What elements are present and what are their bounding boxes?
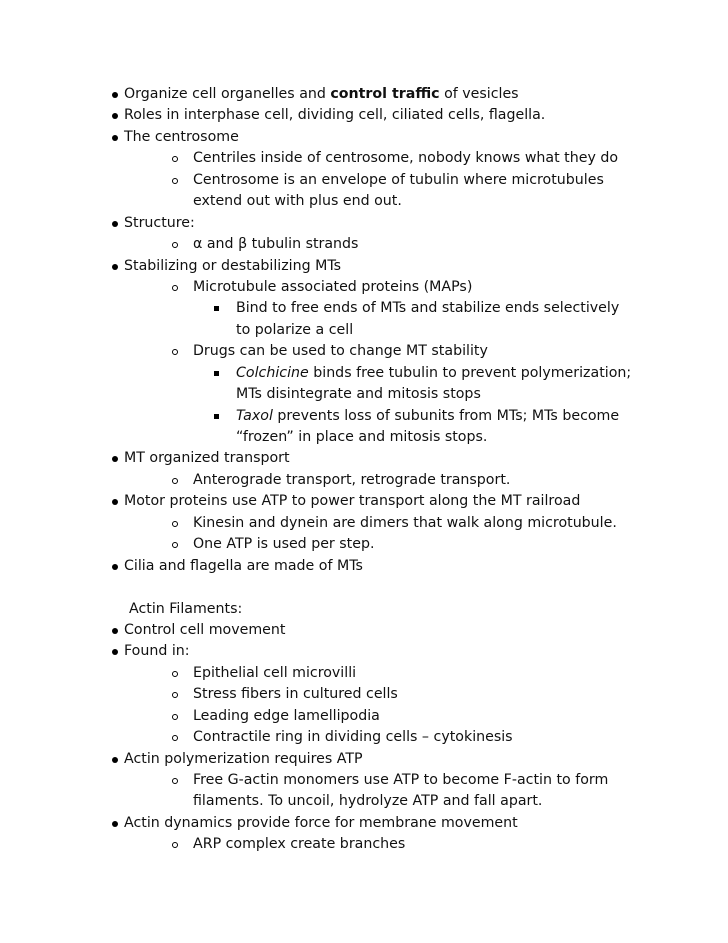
bullet-circle-icon: [172, 671, 178, 677]
list-item: [0, 770, 728, 791]
list-item: [0, 727, 728, 748]
bullet-circle-icon: [172, 349, 178, 355]
list-item-text: Anterograde transport, retrograde transport.: [193, 471, 511, 488]
list-item-text: Taxol: [236, 407, 273, 424]
list-item-text: Stabilizing or destabilizing MTs: [124, 257, 342, 274]
list-item-text: Found in:: [124, 643, 190, 660]
list-item-text: Actin Filaments:: [129, 600, 243, 617]
bullet-square-icon: [214, 414, 219, 419]
list-item-text: Colchicine: [236, 364, 309, 381]
list-item: [0, 534, 728, 555]
list-item: [0, 105, 728, 126]
bullet-circle-icon: [172, 778, 178, 784]
list-item: [0, 556, 728, 577]
list-item-text: Contractile ring in dividing cells – cytokinesis: [193, 729, 513, 746]
list-item: [0, 191, 728, 212]
bullet-circle-icon: [172, 285, 178, 291]
list-item-text: Leading edge lamellipodia: [193, 707, 380, 724]
list-item: [0, 213, 728, 234]
list-item: [0, 706, 728, 727]
bullet-circle-icon: [172, 242, 178, 248]
list-item: [0, 513, 728, 534]
bullet-circle-icon: [172, 156, 178, 162]
list-item-text: Bind to free ends of MTs and stabilize ends selectively: [236, 300, 620, 317]
list-item: [0, 663, 728, 684]
bullet-circle-icon: [172, 542, 178, 548]
list-item: [0, 791, 728, 812]
list-item-text: Roles in interphase cell, dividing cell, ciliated cells, flagella.: [124, 107, 546, 124]
list-item: [0, 620, 728, 641]
list-item: [0, 148, 728, 169]
section-heading: [0, 599, 728, 620]
bullet-dot-icon: [112, 113, 118, 119]
list-item-text: “frozen” in place and mitosis stops.: [236, 429, 488, 445]
list-item-text: to polarize a cell: [236, 321, 354, 338]
list-item: [0, 320, 728, 341]
list-item-text: prevents loss of subunits from MTs; MTs become: [272, 407, 620, 424]
list-item: [0, 406, 728, 427]
list-item-text: Kinesin and dynein are dimers that walk along microtubule.: [193, 514, 617, 531]
bullet-dot-icon: [112, 135, 118, 141]
list-item: [0, 427, 728, 448]
bullet-circle-icon: [172, 478, 178, 484]
list-item-text: Control cell movement: [124, 621, 286, 638]
blank-line: [0, 577, 728, 598]
bullet-circle-icon: [172, 735, 178, 741]
list-item: [0, 277, 728, 298]
list-item-text: binds free tubulin to prevent polymerization;: [308, 364, 632, 381]
list-item-text: Motor proteins use ATP to power transport along the MT railroad: [124, 493, 581, 510]
bullet-circle-icon: [172, 178, 178, 184]
list-item-text: of vesicles: [439, 86, 519, 102]
bullet-square-icon: [214, 371, 219, 376]
list-item: [0, 641, 728, 662]
bullet-dot-icon: [112, 92, 118, 98]
list-item: [0, 749, 728, 770]
list-item-text: Actin polymerization requires ATP: [124, 750, 363, 767]
list-item: [0, 470, 728, 491]
list-item-text: Structure:: [124, 214, 195, 231]
list-item-text: filaments. To uncoil, hydrolyze ATP and fall apart.: [193, 793, 543, 810]
bullet-circle-icon: [172, 842, 178, 848]
list-item: [0, 341, 728, 362]
list-item-text: The centrosome: [124, 128, 239, 145]
list-item: [0, 448, 728, 469]
list-item-text: Cilia and flagella are made of MTs: [124, 557, 363, 574]
document-body: [0, 84, 728, 856]
list-item-text: control traffic: [330, 86, 440, 102]
bullet-dot-icon: [112, 649, 118, 655]
list-item-text: Actin dynamics provide force for membrane movement: [124, 814, 518, 831]
list-item: [0, 684, 728, 705]
list-item-text: extend out with plus end out.: [193, 193, 402, 210]
list-item: [0, 256, 728, 277]
list-item: [0, 170, 728, 191]
bullet-dot-icon: [112, 264, 118, 270]
bullet-dot-icon: [112, 821, 118, 827]
bullet-circle-icon: [172, 714, 178, 720]
list-item: [0, 491, 728, 512]
bullet-dot-icon: [112, 456, 118, 462]
bullet-dot-icon: [112, 564, 118, 570]
list-item: [0, 234, 728, 255]
list-item-text: Stress fibers in cultured cells: [193, 686, 398, 703]
list-item-text: Drugs can be used to change MT stability: [193, 343, 488, 360]
list-item-text: Centriles inside of centrosome, nobody knows what they do: [193, 150, 619, 167]
list-item-text: Centrosome is an envelope of tubulin where microtubules: [193, 171, 604, 188]
list-item-text: Epithelial cell microvilli: [193, 664, 357, 681]
list-item-text: ARP complex create branches: [193, 836, 406, 853]
bullet-dot-icon: [112, 628, 118, 634]
list-item: [0, 84, 728, 105]
list-item: [0, 813, 728, 834]
list-item: [0, 834, 728, 855]
list-item-text: Free G-actin monomers use ATP to become F-actin to form: [193, 772, 609, 788]
list-item: [0, 298, 728, 319]
list-item-text: Microtubule associated proteins (MAPs): [193, 278, 473, 295]
list-item: [0, 384, 728, 405]
list-item: [0, 127, 728, 148]
list-item-text: Organize cell organelles and: [124, 86, 331, 102]
list-item-text: α and β tubulin strands: [193, 236, 359, 253]
list-item-text: MT organized transport: [124, 450, 290, 467]
bullet-circle-icon: [172, 692, 178, 698]
list-item: [0, 363, 728, 384]
list-item-text: One ATP is used per step.: [193, 536, 375, 553]
bullet-dot-icon: [112, 221, 118, 227]
bullet-circle-icon: [172, 521, 178, 527]
bullet-square-icon: [214, 306, 219, 311]
list-item-text: MTs disintegrate and mitosis stops: [236, 386, 481, 403]
bullet-dot-icon: [112, 499, 118, 505]
bullet-dot-icon: [112, 757, 118, 763]
